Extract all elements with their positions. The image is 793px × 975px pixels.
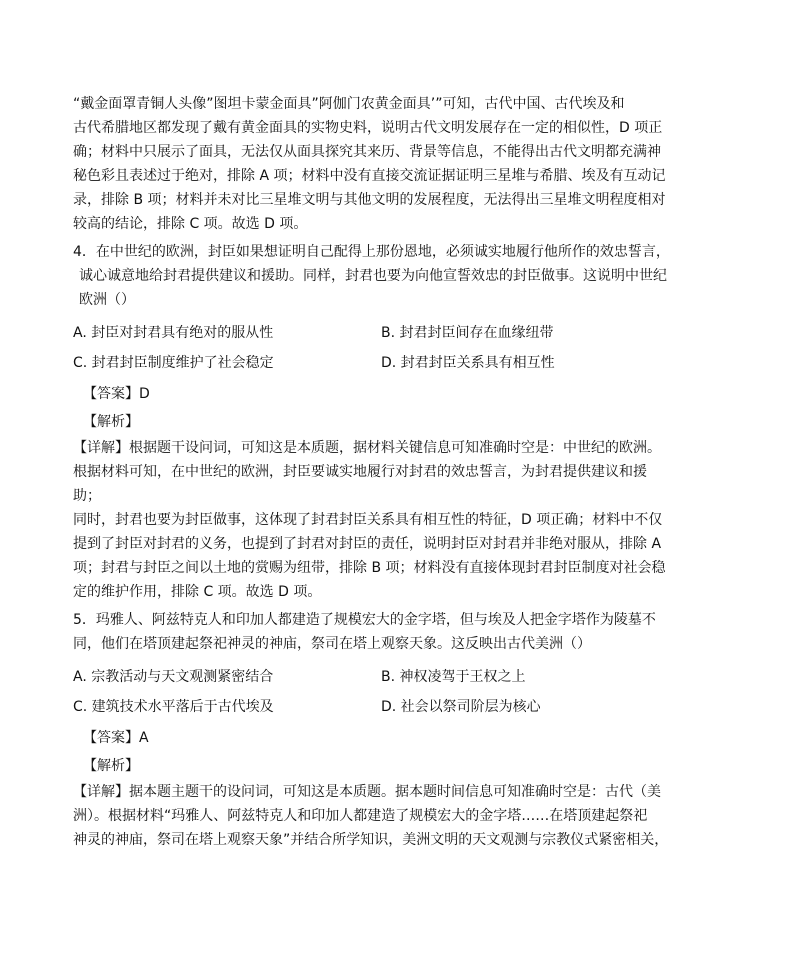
text-line: 秘色彩且表述过于绝对，排除 A 项；材料中没有直接交流证据证明三星堆与希腊、埃及有互动记 [73, 168, 666, 184]
option-b: B. 神权凌驾于王权之上 [381, 669, 526, 685]
detail-line: 神灵的神庙，祭司在塔上观察天象”并结合所学知识，美洲文明的天文观测与宗教仪式紧密相关， [73, 832, 669, 848]
question-stem-line: 诚心诚意地给封君提供建议和援助。同样，封君也要为向他宣誓效忠的封臣做事。这说明中世纪 [79, 268, 667, 284]
question-5 [73, 608, 673, 852]
answer-label: 【答案】A [83, 730, 149, 746]
analysis-label: 【解析】 [83, 758, 139, 774]
question-stem-line: 欧洲（） [79, 292, 135, 308]
option-c: C. 封君封臣制度维护了社会稳定 [73, 355, 274, 371]
detail-line: 定的维护作用，排除 C 项。故选 D 项。 [73, 584, 322, 600]
text-line: 录，排除 B 项；材料并未对比三星堆文明与其他文明的发展程度，无法得出三星堆文明程度相对 [73, 192, 666, 208]
text-line: “戴金面罩青铜人头像”图坦卡蒙金面具”阿伽门农黄金面具’”可知，古代中国、古代埃及和 [73, 96, 625, 112]
question-stem-line: 同，他们在塔顶建起祭祀神灵的神庙，祭司在塔上观察天象。这反映出古代美洲（） [73, 636, 591, 652]
detail-line: 同时，封君也要为封臣做事，这体现了封君封臣关系具有相互性的特征，D 项正确；材料中不仅 [73, 512, 663, 528]
question-stem-line: 4．在中世纪的欧洲，封臣如果想证明自己配得上那份恩地，必须诚实地履行他所作的效忠誓言， [73, 244, 670, 260]
detail-line: 提到了封臣对封君的义务，也提到了封君对封臣的责任，说明封臣对封君并非绝对服从，排除 A [73, 536, 662, 552]
text-line: 古代希腊地区都发现了戴有黄金面具的实物史料，说明古代文明发展存在一定的相似性，D 项正 [73, 120, 663, 136]
option-d: D. 封君封臣关系具有相互性 [381, 355, 555, 371]
detail-line: 项；封君与封臣之间以土地的赏赐为纽带，排除 B 项；材料没有直接体现封君封臣制度对社会稳 [73, 560, 666, 576]
question-4-detail [73, 436, 673, 604]
text-line: 较高的结论，排除 C 项。故选 D 项。 [73, 216, 308, 232]
option-d: D. 社会以祭司阶层为核心 [381, 699, 541, 715]
option-c: C. 建筑技术水平落后于古代埃及 [73, 699, 274, 715]
detail-line: 根据材料可知，在中世纪的欧洲，封臣要诚实地履行对封君的效忠誓言，为封君提供建议和援助； [73, 464, 647, 504]
option-a: A. 宗教活动与天文观测紧密结合 [73, 669, 274, 685]
question-5-options [73, 662, 673, 722]
question-4 [73, 240, 673, 604]
text-line: 确；材料中只展示了面具，无法仅从面具探究其来历、背景等信息，不能得出古代文明都充满神 [73, 144, 661, 160]
option-a: A. 封臣对封君具有绝对的服从性 [73, 325, 274, 341]
document-page [73, 92, 673, 852]
question-5-detail [73, 780, 673, 852]
detail-line: 【详解】根据题干设问词，可知这是本质题，据材料关键信息可知准确时空是：中世纪的欧洲。 [73, 440, 661, 456]
detail-line: 【详解】据本题主题干的设问词，可知这是本质题。据本题时间信息可知准确时空是：古代（美 [73, 784, 661, 800]
answer-label: 【答案】D [83, 386, 150, 402]
detail-line: 洲）。根据材料“玛雅人、阿兹特克人和印加人都建造了规模宏大的金字塔……在塔顶建起祭祀 [73, 808, 648, 824]
previous-explanation [73, 92, 673, 236]
option-b: B. 封君封臣间存在血缘纽带 [381, 325, 554, 341]
question-4-options [73, 318, 673, 378]
question-stem-line: 5．玛雅人、阿兹特克人和印加人都建造了规模宏大的金字塔，但与埃及人把金字塔作为陵墓不 [73, 612, 656, 628]
analysis-label: 【解析】 [83, 414, 139, 430]
